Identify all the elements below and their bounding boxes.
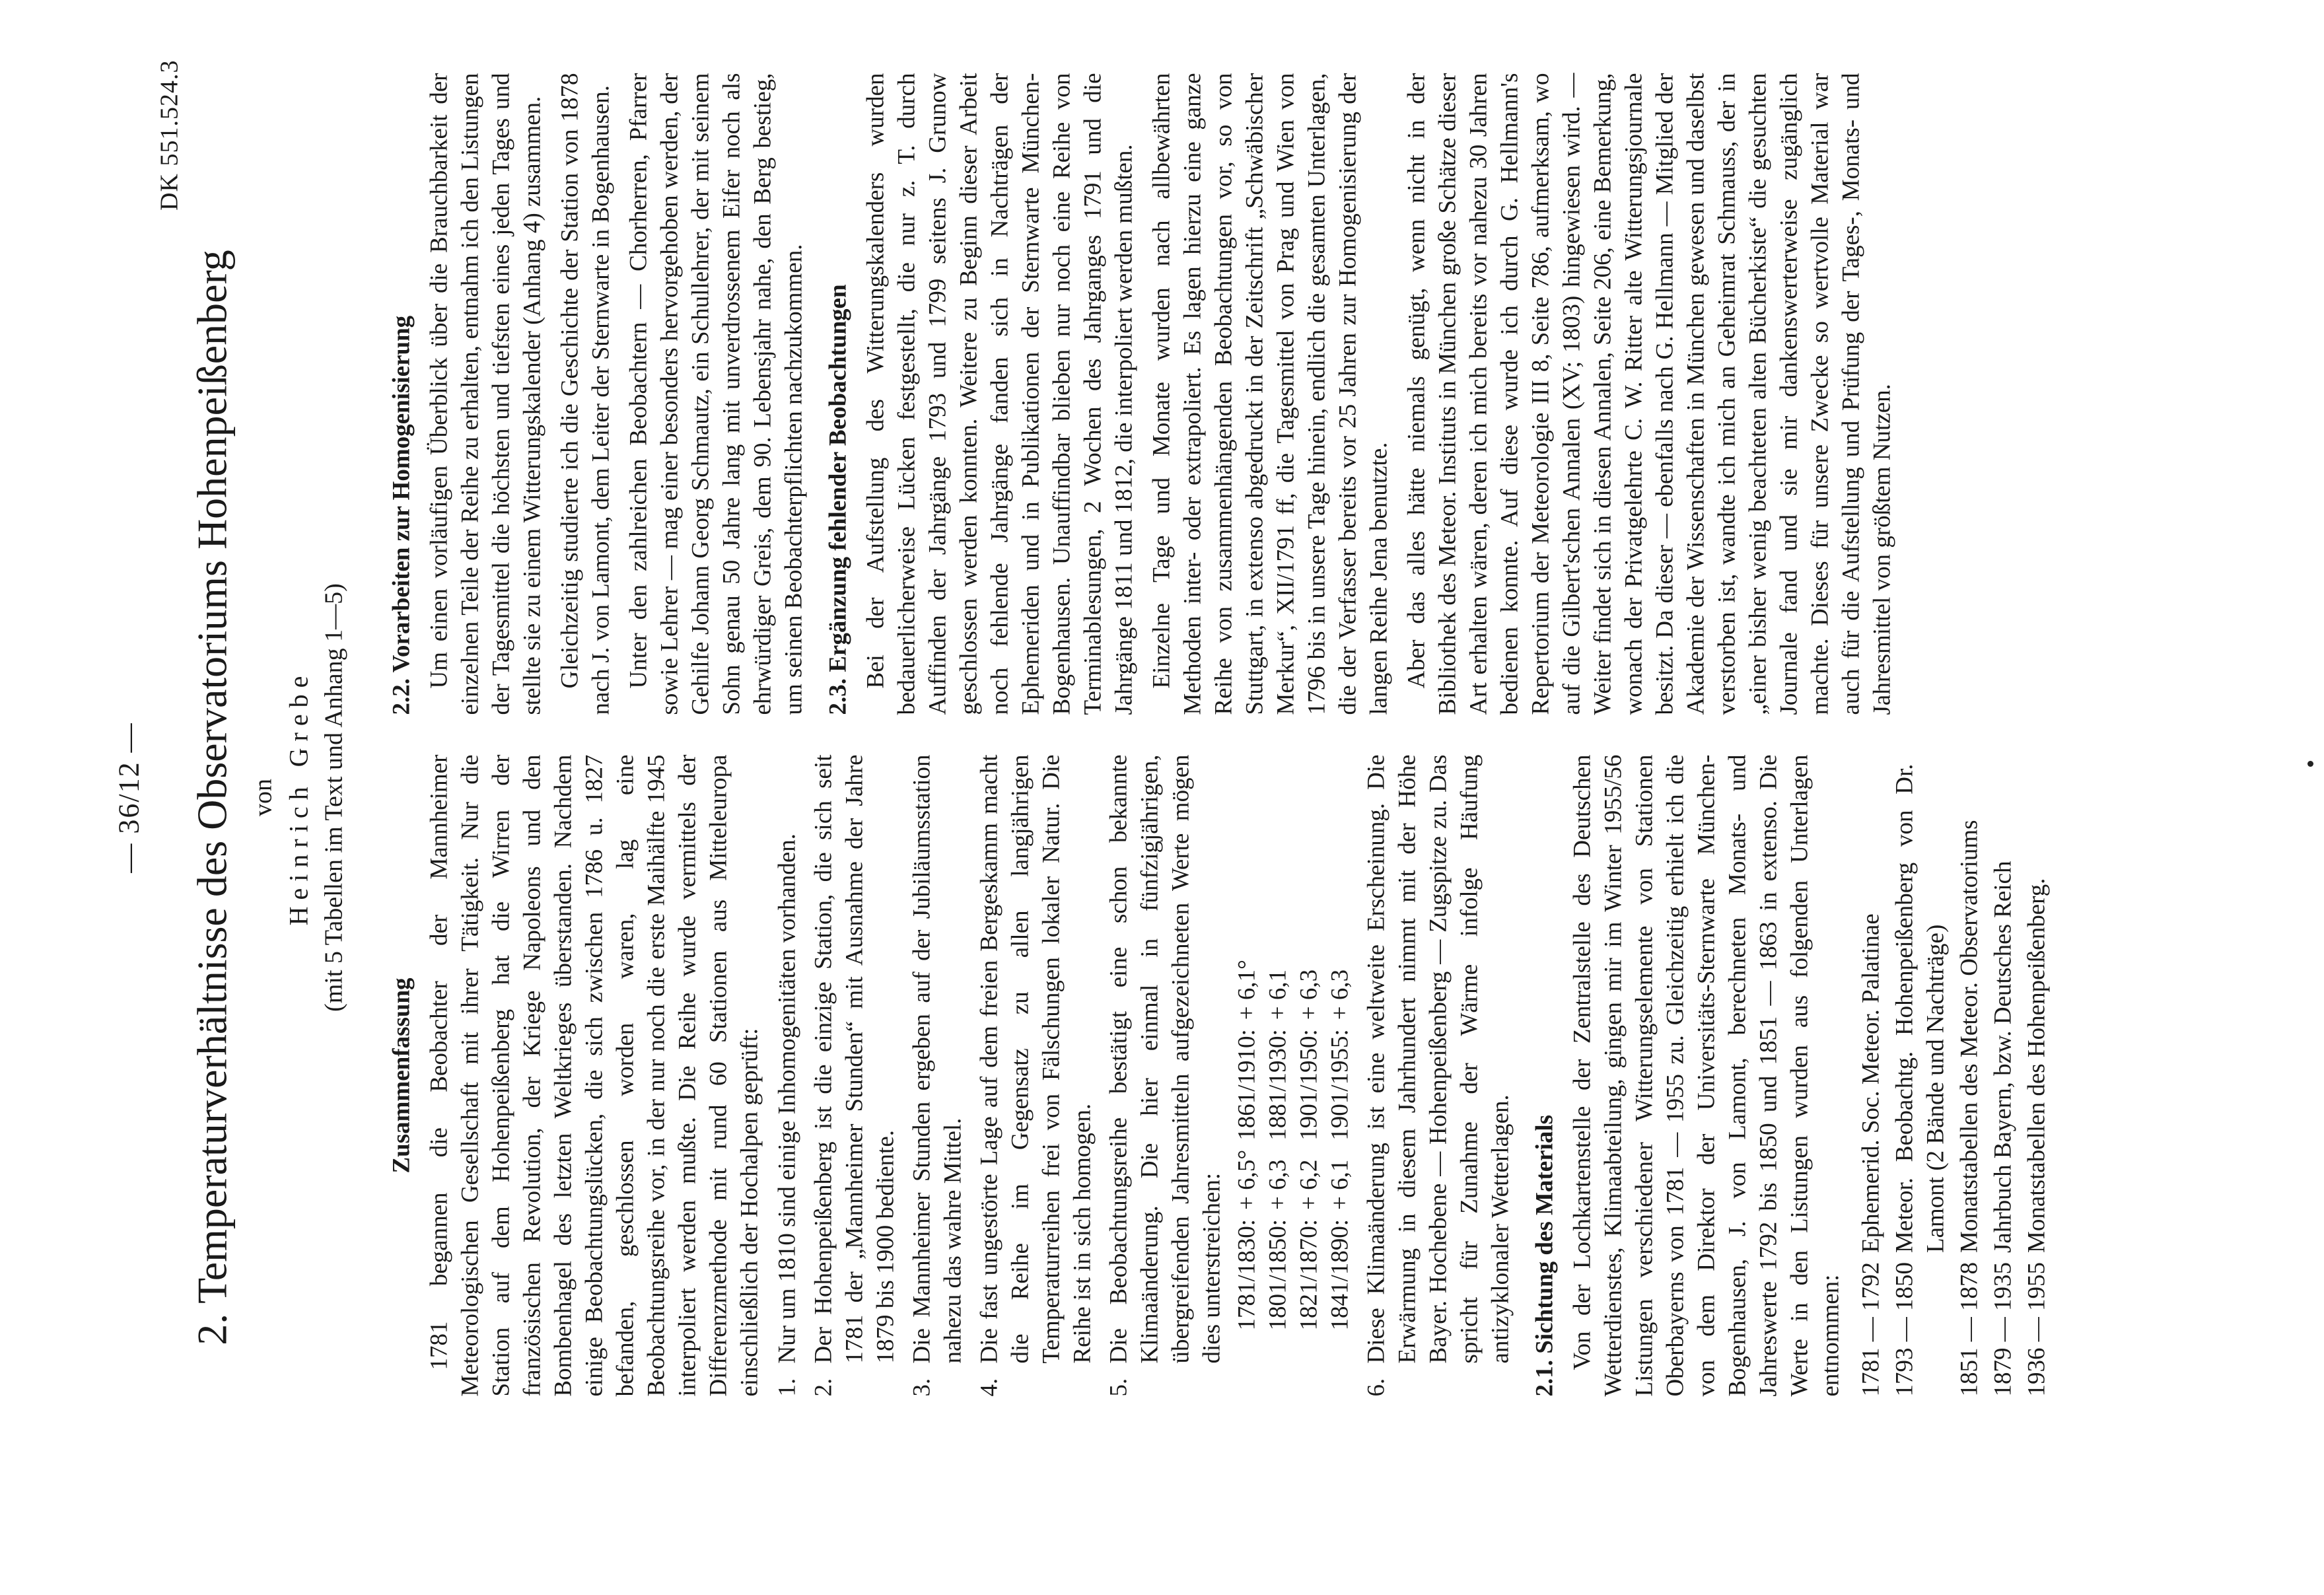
year-range: 1793 — 1850 [1891,1262,1919,1397]
article-title: 2. Temperaturverhältnisse des Observatoriums Hohenpeißenberg [188,250,236,1345]
period-cell: 1821/1870: [1295,1219,1323,1331]
paragraph: Um einen vorläufigen Überblick über die Brauchbarkeit der einzelnen Teile der Reihe zu erhalten, entnahm ich den Listungen der Tagesmittel die höchsten und tiefsten eines jeden Tages und stellte sie zu einem Witterungskalender (Anhang 4) zusammen. [425,73,546,715]
item-text: Die Beobachtungsreihe bestätigt eine schon bekannte Klimaänderung. Die hier einmal in fünfzigjährigen, übergreifenden Jahresmitteln aufgezeichneten Werte mögen dies unterstreichen: [1105,754,1226,1364]
item-number: 1. [773,1378,801,1397]
section-2-1-text: Von der Lochkartenstelle der Zentralstelle des Deutschen Wetterdienstes, Klimaabteilung, gingen mir im Winter 1955/56 Listungen verschiedener Witterungselemente von Stationen Oberbayerns von 1781 — 1955 zu. Gleichzeitig erhielt ich die von dem Direktor der Universitäts-Sternwarte München-Bogenhausen, J. von Lamont, berechneten Monats- und Jahreswerte 1792 bis 1850 und 1851 — 1863 in extenso. Die Werte in den Listungen wurden aus folgenden Unterlagen entnommen: [1568,754,1845,1397]
item-text: Diese Klimaänderung ist eine weltweite Erscheinung. Die Erwärmung in diesem Jahrhundert nimmt mit der Höhe Bayer. Hochebene — Hohenpeißenberg — Zugspitze zu. Das spricht für Zunahme der Wärme infolge Häufung antizyklonaler Wetterlagen. [1362,754,1514,1364]
source-name: Monatstabellen des Meteor. Observatoriums [1955,820,1983,1253]
item-text: Nur um 1810 sind einige Inhomogenitäten vorhanden. [773,833,801,1364]
right-column [373,73,2238,715]
temperature-means-table [1232,950,1356,1330]
article-subtitle: (mit 5 Tabellen im Text und Anhang 1—5) [320,583,348,1012]
sources-table [1854,755,2054,1397]
item-number: 3. [908,1378,936,1397]
value-cell: + 6,1 [1264,969,1292,1020]
year-range: 1936 — 1955 [2023,1262,2051,1397]
item-number: 2. [810,1378,837,1397]
source-name: Monatstabellen des Hohenpeißenberg. [2023,878,2051,1253]
period-cell: 1781/1830: [1233,1219,1261,1331]
item-number: 6. [1362,1378,1390,1397]
table-row [1953,755,1987,1397]
item-text: Der Hohenpeißenberg ist die einzige Station, die sich seit 1781 der „Mannheimer Stunden“ mit Ausnahme der Jahre 1879 bis 1900 bediente. [810,754,899,1364]
period-cell: 1841/1890: [1326,1219,1354,1331]
table-row [1232,950,1263,1330]
paragraph: Bei der Aufstellung des Witterungskalenders wurden bedauerlicherweise Lücken festgestellt, die nur z. T. durch Auffinden der Jahrgänge 1793 und 1799 seitens J. Grunow geschlossen werden konnten. Weitere zu Beginn dieser Arbeit noch fehlende Jahrgänge fanden sich in Nachträgen der Ephemeriden und in Publikationen der Sternwarte München-Bogenhausen. Unauffindbar blieben nur noch eine Reihe von Terminablesungen, 2 Wochen des Jahrganges 1791 und die Jahrgänge 1811 und 1812, die interpoliert werden mußten. [862,73,1138,715]
paragraph: Einzelne Tage und Monate wurden nach allbewährten Methoden inter- oder extrapoliert. Es lagen hierzu eine ganze Reihe von zusammenhängenden Beobachtungen vor, so von Stuttgart, in extenso abgedruckt in der Zeitschrift „Schwäbischer Merkur“, XII/1791 ff, die Tagesmittel von Prag und Wien von 1796 bis in unsere Tage hinein, endlich die gesamten Unterlagen, die der Verfasser bereits vor 25 Jahren zur Homogenisierung der langen Reihe Jena benutzte. [1148,73,1393,715]
author-name: Heinrich Grebe [283,669,314,926]
value-cell: + 6,3 [1295,969,1323,1020]
value-cell: + 6,3 [1326,969,1354,1020]
table-row [1263,950,1294,1330]
summary-item [907,755,969,1397]
text-columns [373,73,2238,1397]
section-2-3-heading: 2.3. Ergänzung fehlender Beobachtungen [824,284,852,715]
period-cell: 1901/1950: [1295,1029,1323,1141]
source-name: Jahrbuch Bayern, bzw. Deutsches Reich [1989,861,2017,1253]
by-line: von [249,779,277,816]
year-range: 1851 — 1878 [1955,1262,1983,1397]
section-2-1-heading: 2.1. Sichtung des Materials [1531,1114,1559,1397]
table-row [1854,755,1888,1397]
table-row [1888,755,1953,1397]
year-range: 1879 — 1935 [1989,1262,2017,1397]
value-cell: + 6,1 [1326,1159,1354,1210]
item-text: Die fast ungestörte Lage auf dem freien Bergeskamm macht die Reihe im Gegensatz zu allen langjährigen Temperaturreihen frei von Fälschungen lokaler Natur. Die Reihe ist in sich homogen. [975,754,1096,1364]
summary-item [808,755,901,1397]
summary-item [1104,755,1356,1397]
value-cell: + 6,3 [1264,1159,1292,1210]
summary-item [1361,755,1516,1397]
table-row [1987,755,2020,1397]
summary-heading: Zusammenfassung [388,977,415,1174]
document-page [0,1,2324,1595]
item-number: 4. [975,1378,1003,1397]
paragraph: Aber das alles hätte niemals genügt, wenn nicht in der Bibliothek des Meteor. Instituts in München große Schätze dieser Art erhalten wären, deren ich mich bereits vor nahezu 30 Jahren bedienen konnte. Auf diese wurde ich durch G. Hellmann's Repertorium der Meteorologie III 8, Seite 786, aufmerksam, wo auf die Gilbert'schen Annalen (XV; 1803) hingewiesen wird. — Weiter findet sich in diesen Annalen, Seite 206, eine Bemerkung, wonach der Privatgelehrte C. W. Ritter alte Witterungsjournale besitzt. Da dieser — ebenfalls nach G. Hellmann — Mitglied der Akademie der Wissenschaften in München gewesen und daselbst verstorben ist, wandte ich mich an Geheimrat Schmauss, der in „einer bisher wenig beachteten alten Bücherkiste“ die gesuchten Journale fand und sie mir dankenswerterweise zugänglich machte. Dieses für unsere Zwecke so wertvolle Material war auch für die Aufstellung und Prüfung der Tages-, Monats- und Jahresmittel von größtem Nutzen. [1403,73,1896,715]
summary-item [974,755,1098,1397]
year-range: 1781 — 1792 [1857,1262,1885,1397]
title-block [188,106,353,1489]
value-cell: + 6,2 [1295,1159,1323,1210]
period-cell: 1901/1955: [1326,1029,1354,1141]
period-cell: 1801/1850: [1264,1219,1292,1331]
period-cell: 1861/1910: [1233,1029,1261,1141]
period-cell: 1881/1930: [1264,1029,1292,1141]
summary-intro: 1781 begannen die Beobachter der Mannheimer Meteorologischen Gesellschaft mit ihrer Tätigkeit. Nur die Station auf dem Hohenpeißenberg hat die Wirren der französischen Revolution, der Kriege Napoleons und den Bombenhagel des letzten Weltkrieges überstanden. Nachdem einige Beobachtungslücken, die sich zwischen 1786 u. 1827 befanden, geschlossen worden waren, lag eine Beobachtungsreihe vor, in der nur noch die erste Maihälfte 1945 interpoliert werden mußte. Die Reihe wurde vermittels der Differenzmethode mit rund 60 Stationen aus Mitteleuropa einschließlich der Hochalpen geprüft: [425,754,763,1397]
scan-speck [2307,761,2313,767]
paragraph: Gleichzeitig studierte ich die Geschichte der Station von 1878 nach J. von Lamont, dem Leiter der Sternwarte in Bogenhausen. [556,73,615,715]
value-cell: + 6,5° [1233,1149,1261,1210]
paragraph: Unter den zahlreichen Beobachtern — Chorherren, Pfarrer sowie Lehrer — mag einer besonders hervorgehoben werden, der Gehilfe Johann Georg Schmautz, ein Schullehrer, der mit seinem Sohn genau 50 Jahre lang mit unverdrossenem Eifer noch als ehrwürdiger Greis, dem 90. Lebensjahr nahe, den Berg bestieg, um seinen Beobachterpflichten nachzukommen. [625,73,808,715]
left-column [373,755,2238,1397]
table-row [1325,950,1356,1330]
item-text: Die Mannheimer Stunden ergeben auf der Jubiläumsstation nahezu das wahre Mittel. [908,754,967,1364]
source-name: Meteor. Beobachtg. Hohenpeißenberg von Dr. Lamont (2 Bände und Nachträge) [1891,763,1950,1253]
classification-code: DK 551.524.3 [155,59,184,211]
table-row [2020,755,2054,1397]
page-number: — 36/12 — [112,722,145,873]
item-number: 5. [1105,1378,1133,1397]
table-row [1294,950,1325,1330]
summary-item [772,755,803,1397]
section-2-2-heading: 2.2. Vorarbeiten zur Homogenisierung [388,315,415,715]
value-cell: + 6,1° [1233,960,1261,1020]
source-name: Ephemerid. Soc. Meteor. Palatinae [1857,913,1885,1253]
summary-list [772,755,1516,1397]
